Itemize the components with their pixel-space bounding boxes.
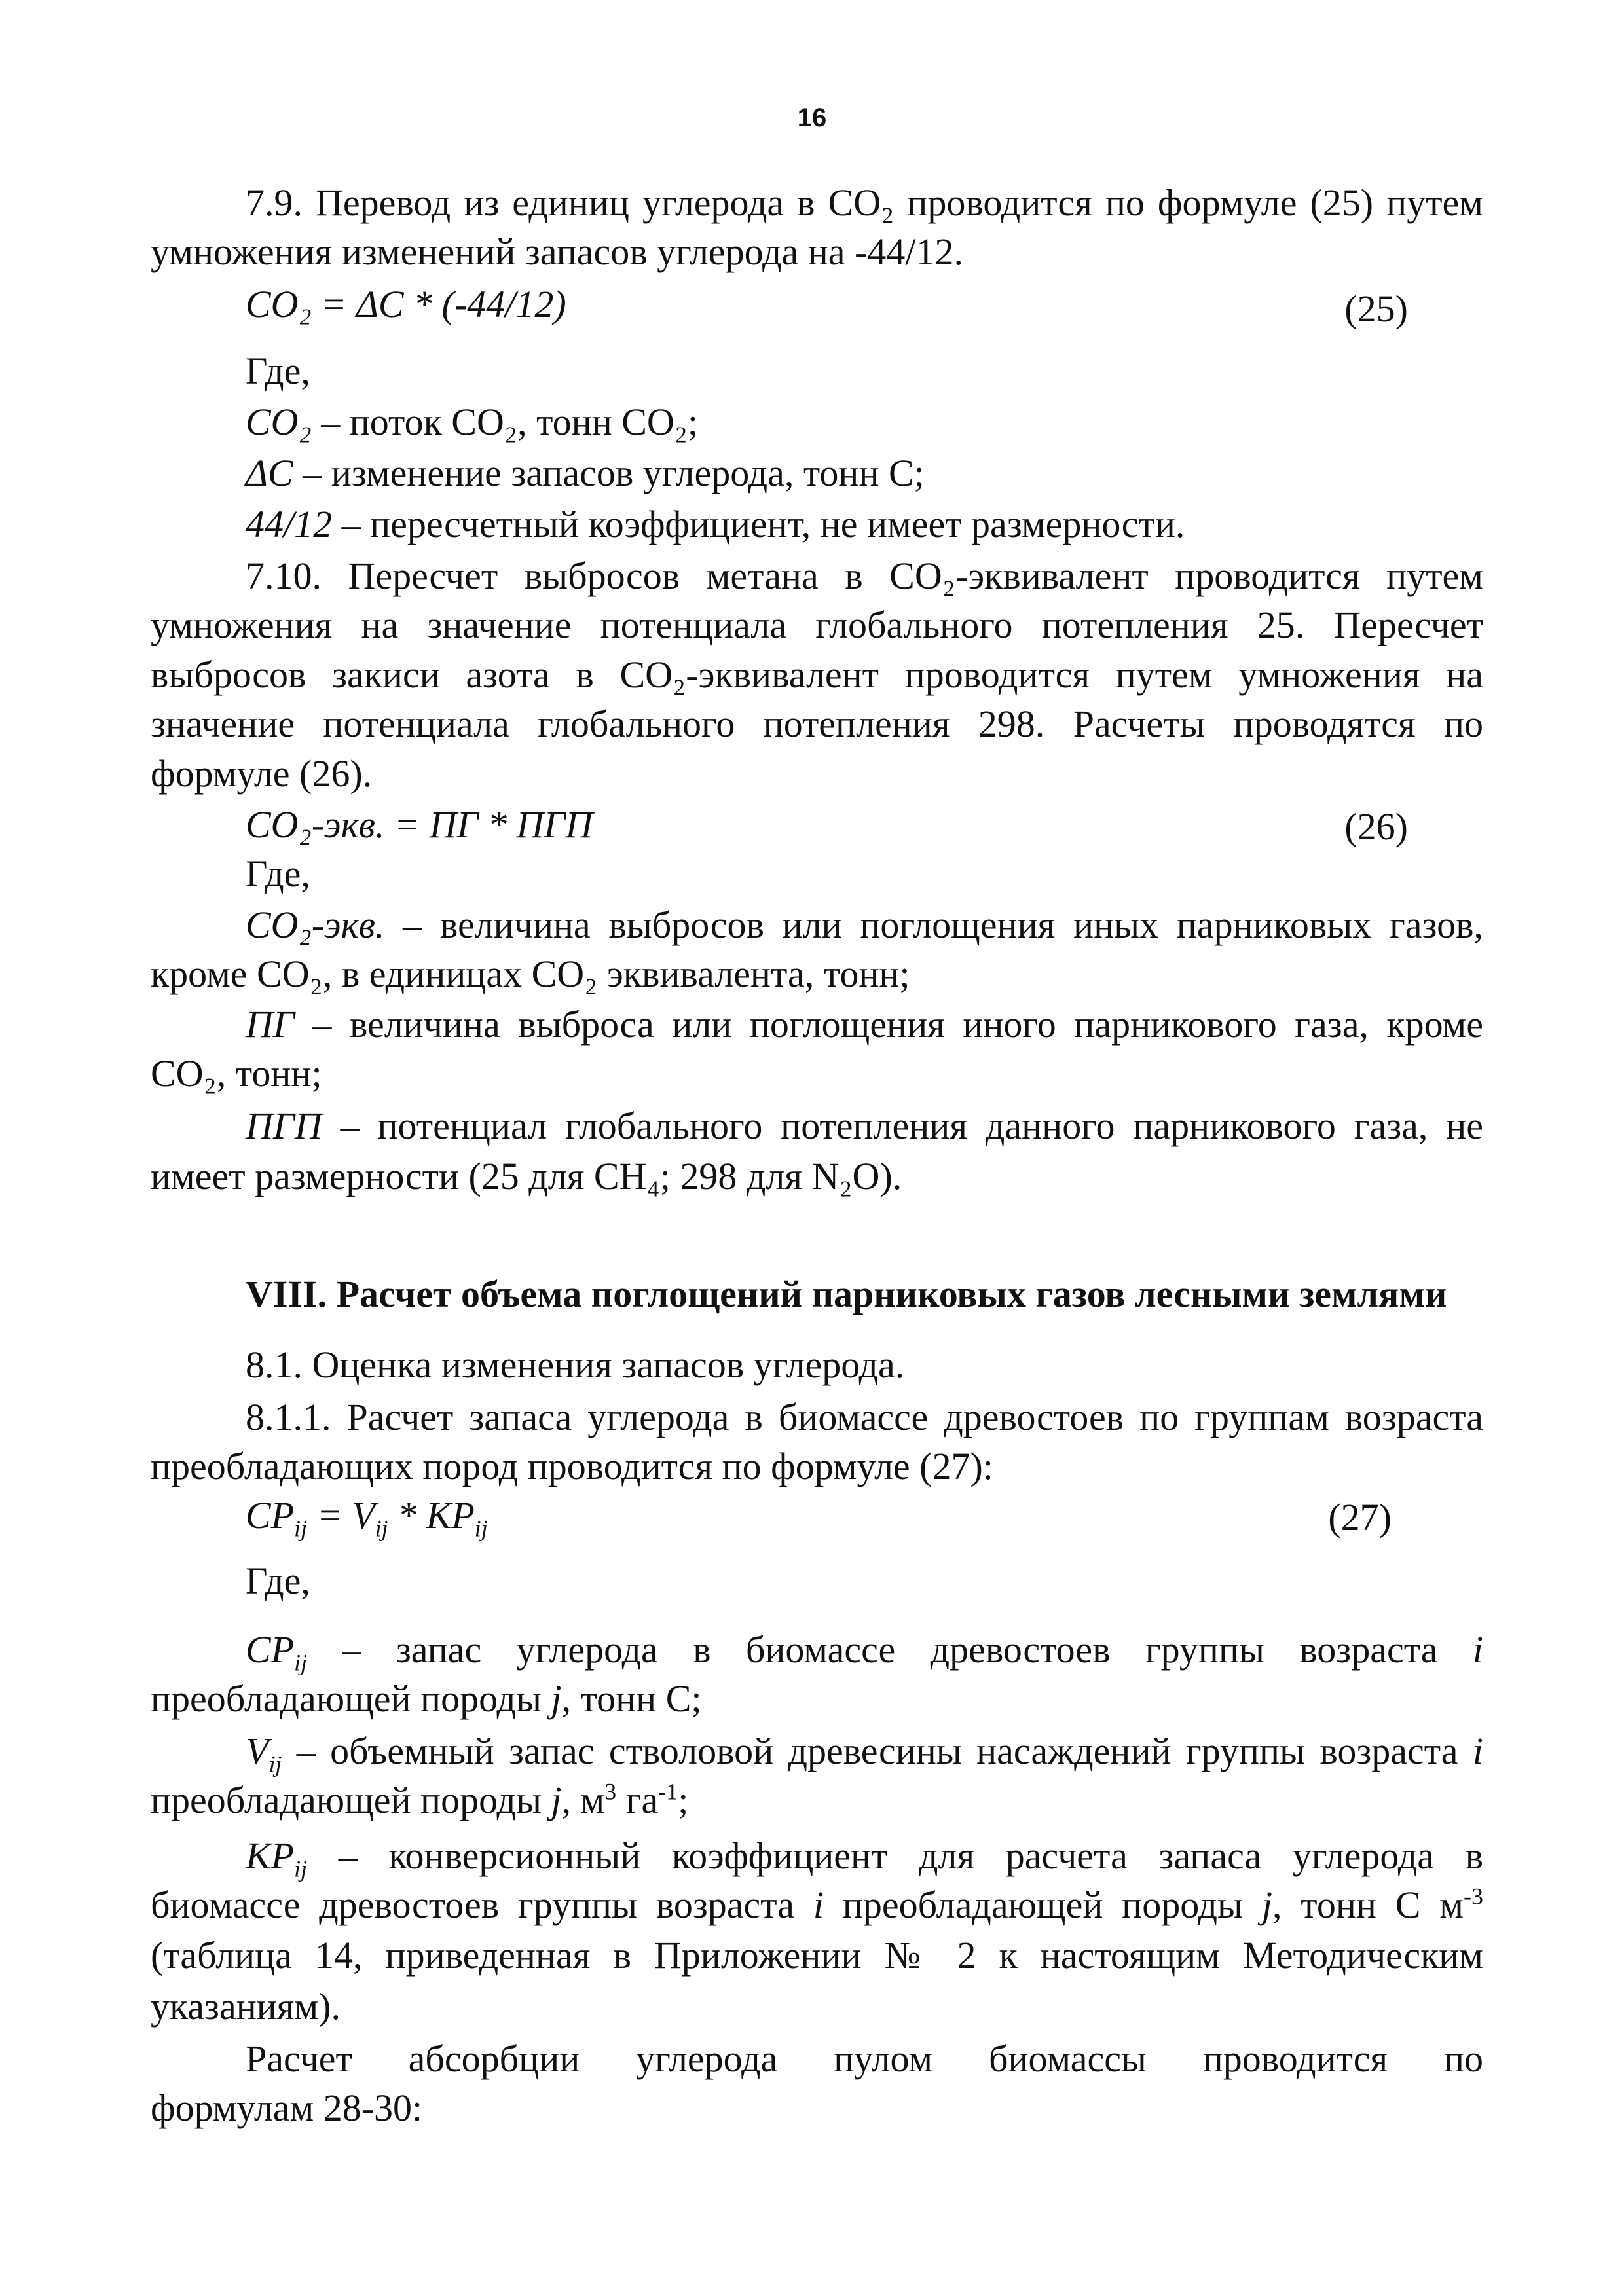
def-text: – объемный запас стволовой древесины насаждений группы возраста [282,1730,1473,1772]
s811-line2: преобладающих пород проводится по формуле (27): [151,1445,993,1487]
variable-i: i [813,1884,824,1926]
section-heading: VIII. Расчет объема поглощений парниковых газов лесными землями [246,1273,1447,1315]
s710-line1: 7.10. Пересчет выбросов метана в CO₂-эквивалент проводится путем [246,555,1483,597]
s81-def3-line3: (таблица 14, приведенная в Приложении № 2 к настоящим Методическим [151,1934,1483,1977]
def-symbol: CP [246,1628,295,1671]
def-text: , тонн С м [1272,1884,1464,1926]
variable-i: i [1472,1730,1483,1772]
subscript: ij [294,1515,308,1542]
formula-26-number: (26) [1344,805,1408,848]
s710-def3 [246,1103,1483,1149]
def-text: – изменение запасов углерода, тонн С; [293,452,925,494]
s710-where: Где, [246,852,310,895]
variable-j: j [551,1779,562,1821]
def-text: – поток CO₂, тонн CO₂; [311,401,699,443]
def-text: , тонн С; [561,1677,702,1720]
subscript: ij [294,1649,308,1676]
def-symbol: CO₂-экв. [246,903,385,946]
s710-def1 [246,902,1483,948]
s710-def2 [246,1002,1483,1048]
def-symbol: ПГ [246,1003,295,1046]
s81-def3 [246,1833,1483,1882]
subscript: ij [294,1855,308,1882]
variable-j: j [1261,1884,1272,1926]
def-text: – величина выбросов или поглощения иных парниковых газов, [384,903,1483,946]
def-text: преобладающей породы [151,1677,551,1720]
s710-def3-cont: имеет размерности (25 для CH₄; 298 для N₂O). [151,1155,902,1197]
formula-27-number: (27) [1328,1496,1392,1539]
calc-line2: формулам 28-30: [151,2086,423,2129]
s710-def1-cont: кроме CO₂, в единицах CO₂ эквивалента, тонн; [151,953,910,995]
s81-def3-line2 [151,1882,1483,1928]
s710-line3: выбросов закиси азота в CO₂-эквивалент проводится путем умножения на [151,653,1483,696]
formula-op: * KP [388,1494,475,1537]
def-symbol: ПГП [246,1104,322,1147]
exponent: 3 [604,1778,617,1805]
subscript: ij [268,1751,282,1777]
s710-def2-cont: CO₂, тонн; [151,1052,322,1095]
subscript: ij [474,1515,488,1542]
s811-line1: 8.1.1. Расчет запаса углерода в биомассе древостоев по группам возраста [246,1396,1483,1438]
s79-line2: умножения изменений запасов углерода на -44/12. [151,230,963,273]
def-symbol: ΔC [246,452,293,494]
s710-line4: значение потенциала глобального потепления 298. Расчеты проводятся по [151,702,1483,745]
exponent: -3 [1464,1883,1483,1910]
exponent: -1 [658,1778,678,1805]
s710-line5: формуле (26). [151,752,373,795]
def-text: преобладающей породы [823,1884,1262,1926]
def-text: – потенциал глобального потепления данного парникового газа, не [322,1104,1483,1147]
formula-26: CO₂-экв. = ПГ * ПГП [246,803,593,846]
s79-def3 [246,501,1483,547]
def-symbol: KP [246,1834,295,1877]
calc-line1: Расчет абсорбции углерода пулом биомассы проводится по [246,2037,1483,2080]
s710-line2: умножения на значение потенциала глобального потепления 25. Пересчет [151,604,1483,646]
def-symbol: CO₂ [246,401,312,443]
variable-j: j [551,1677,562,1720]
s79-def1 [246,399,1483,445]
unit: , м [561,1779,605,1821]
formula-25: CO₂ = ΔC * (-44/12) [246,283,566,325]
def-symbol: 44/12 [246,503,333,545]
def-text: – конверсионный коэффициент для расчета запаса углерода в [307,1834,1483,1877]
page-number: 16 [797,103,827,132]
s81-def1-cont [151,1676,1483,1722]
formula-27 [246,1493,488,1542]
s81-def2 [246,1728,1483,1777]
def-text: – пересчетный коэффициент, не имеет размерности. [332,503,1185,545]
variable-i: i [1472,1628,1483,1671]
formula-25-number: (25) [1344,287,1408,330]
def-text: – запас углерода в биомассе древостоев группы возраста [307,1628,1473,1671]
s79-where: Где, [246,350,310,392]
s79-def2 [246,450,1483,496]
s81-def3-line4: указаниям). [151,1985,341,2028]
def-text: – величина выброса или поглощения иного парникового газа, кроме [294,1003,1483,1046]
formula-mid: = V [307,1494,375,1537]
def-symbol: V [246,1730,269,1772]
s81-def2-cont [151,1777,1483,1823]
def-text: биомассе древостоев группы возраста [151,1884,813,1926]
def-text: ; [678,1779,689,1821]
s81-def1 [246,1627,1483,1676]
subscript: ij [375,1515,388,1542]
s81-where: Где, [246,1559,310,1602]
s79-line1: 7.9. Перевод из единиц углерода в CO₂ проводится по формуле (25) путем [246,181,1483,224]
def-text: преобладающей породы [151,1779,551,1821]
formula-lhs: CP [246,1494,295,1537]
s81-line1: 8.1. Оценка изменения запасов углерода. [246,1343,905,1386]
unit: га [616,1779,659,1821]
